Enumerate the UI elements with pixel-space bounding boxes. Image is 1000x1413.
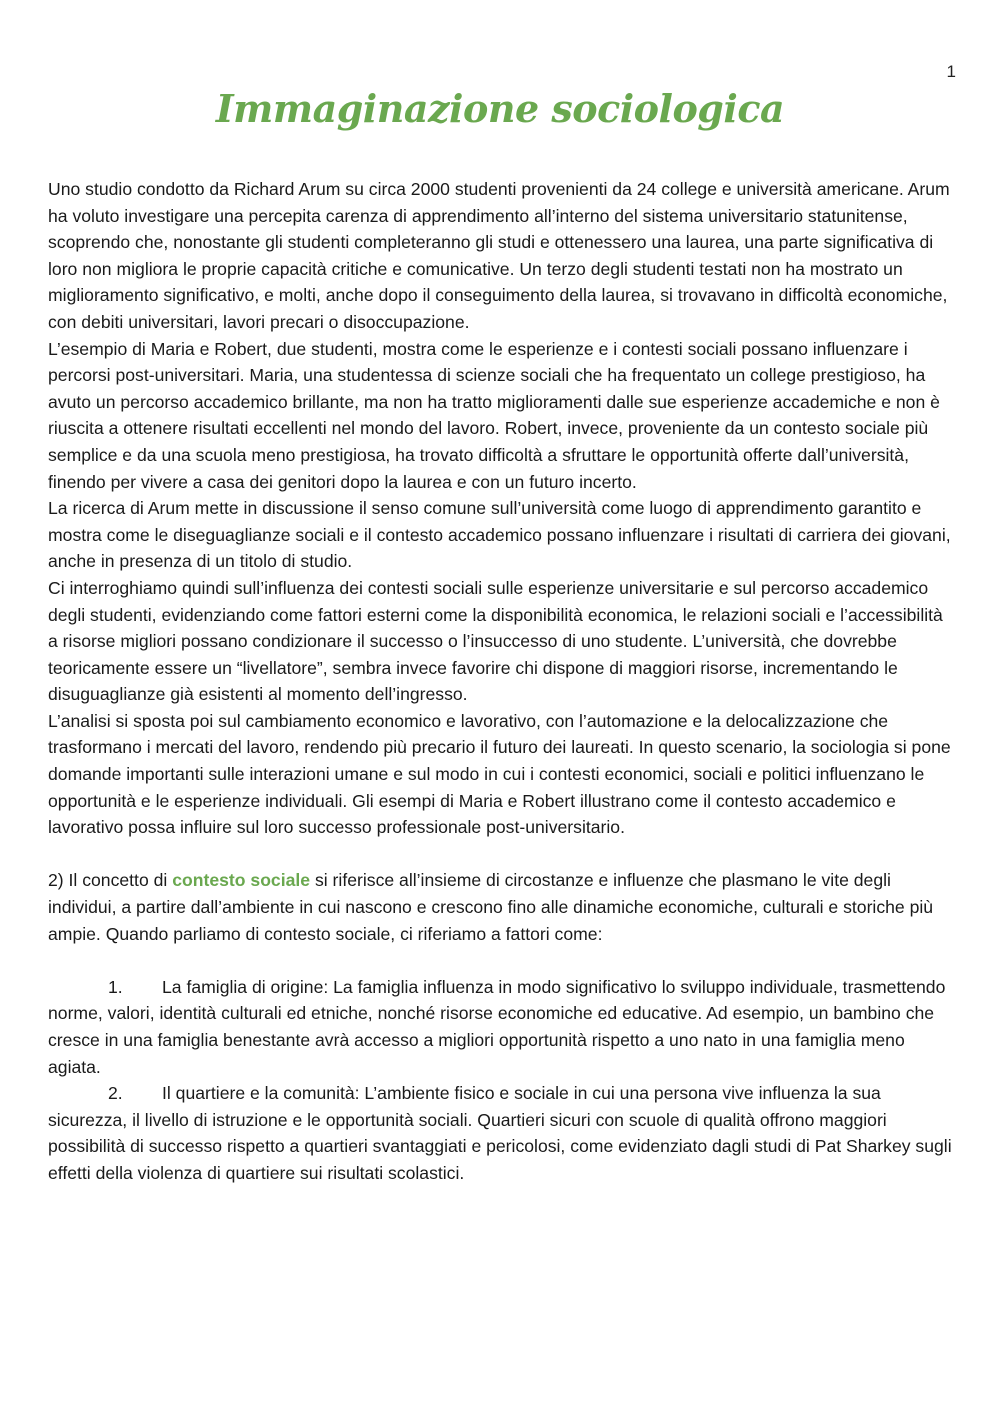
- paragraph-maria-robert: L’esempio di Maria e Robert, due studenti, mostra come le esperienze e i contesti sociali possano influenzare i percorsi post-universitari. Maria, una studentessa di scienze sociali che ha frequentato un college prestigioso, ha avuto un percorso accademico brillante, ma non ha tratto miglioramenti dalle sue esperienze accademiche e non è riuscita a ottenere risultati eccellenti nel mondo del lavoro. Robert, invece, proveniente da un contesto sociale più semplice e da una scuola meno prestigiosa, ha trovato difficoltà a sfruttare le opportunità offerte dall’università, finendo per vivere a casa dei genitori dopo la laurea e con un futuro incerto.: [48, 338, 940, 492]
- paragraph-spacer: [48, 947, 954, 974]
- list-item-family: [48, 974, 954, 1080]
- paragraph-continuation-text: si riferisce all’insieme di circostanze e influenze che plasmano le vite degli individui, a partire dall’ambiente in cui nascono e crescono fino alle dinamiche economiche, culturali e storiche più ampie. Quando parliamo di contesto sociale, ci riferiamo a fattori come:: [48, 870, 934, 944]
- paragraph-economic-change: L’analisi si sposta poi sul cambiamento economico e lavorativo, con l’automazione e la delocalizzazione che trasformano i mercati del lavoro, rendendo più precario il futuro dei laureati. In questo scenario, la sociologia si pone domande importanti sulle interazioni umane e sul modo in cui i contesti economici, sociali e politici influenzano le opportunità e le esperienze individuali. Gli esempi di Maria e Robert illustrano come il contesto accademico e lavorativo possa influire sul loro successo professionale post-universitario.: [48, 710, 951, 838]
- highlighted-term: contesto sociale: [172, 870, 311, 891]
- page-title: Immaginazione sociologica: [215, 86, 785, 131]
- document-body: [48, 176, 954, 1187]
- paragraph-spacer: [48, 841, 954, 868]
- paragraph-intro-text: 2) Il concetto di: [48, 870, 173, 891]
- list-item-text: Il quartiere e la comunità: L’ambiente fisico e sociale in cui una persona vive influenza la sua sicurezza, il livello di istruzione e le opportunità sociali. Quartieri sicuri con scuole di qualità offrono maggiori possibilità di successo rispetto a quartieri svantaggiati e pericolosi, come evidenziato dagli studi di Pat Sharkey sugli effetti della violenza di quartiere sui risultati scolastici.: [48, 1083, 952, 1183]
- page-number: 1: [946, 62, 956, 81]
- paragraph-social-contexts: Ci interroghiamo quindi sull’influenza dei contesti sociali sulle esperienze universitarie e sul percorso accademico degli studenti, evidenziando come fattori esterni come la disponibilità economica, le relazioni sociali e l’accessibilità a risorse migliori possano condizionare il successo o l’insuccesso di uno studente. L’università, che dovrebbe teoricamente essere un “livellatore”, sembra invece favorire chi dispone di maggiori risorse, incrementando le disuguaglianze già esistenti al momento dell’ingresso.: [48, 577, 943, 705]
- list-item-number: 2.: [108, 1083, 123, 1104]
- list-item-number: 1.: [108, 976, 123, 997]
- paragraph-social-context-concept: [48, 867, 954, 947]
- list-item-text: La famiglia di origine: La famiglia influenza in modo significativo lo sviluppo individuale, trasmettendo norme, valori, identità culturali ed etniche, nonché risorse economiche ed educative. Ad esempio, un bambino che cresce in una famiglia benestante avrà accesso a migliori opportunità rispetto a uno nato in una famiglia meno agiata.: [48, 976, 946, 1077]
- paragraph-arum-research: La ricerca di Arum mette in discussione il senso comune sull’università come luogo di apprendimento garantito e mostra come le diseguaglianze sociali e il contesto accademico possano influenzare i risultati di carriera dei giovani, anche in presenza di un titolo di studio.: [48, 498, 951, 572]
- list-item-neighborhood: [48, 1080, 954, 1186]
- paragraph-arum-study: Uno studio condotto da Richard Arum su circa 2000 studenti provenienti da 24 college e università americane. Arum ha voluto investigare una percepita carenza di apprendimento all’interno del sistema universitario statunitense, scoprendo che, nonostante gli studenti completeranno gli studi e ottenessero una laurea, una parte significativa di loro non migliora le proprie capacità critiche e comunicative. Un terzo degli studenti testati non ha mostrato un miglioramento significativo, e molti, anche dopo il conseguimento della laurea, si trovavano in difficoltà economiche, con debiti universitari, lavori precari o disoccupazione.: [48, 179, 950, 332]
